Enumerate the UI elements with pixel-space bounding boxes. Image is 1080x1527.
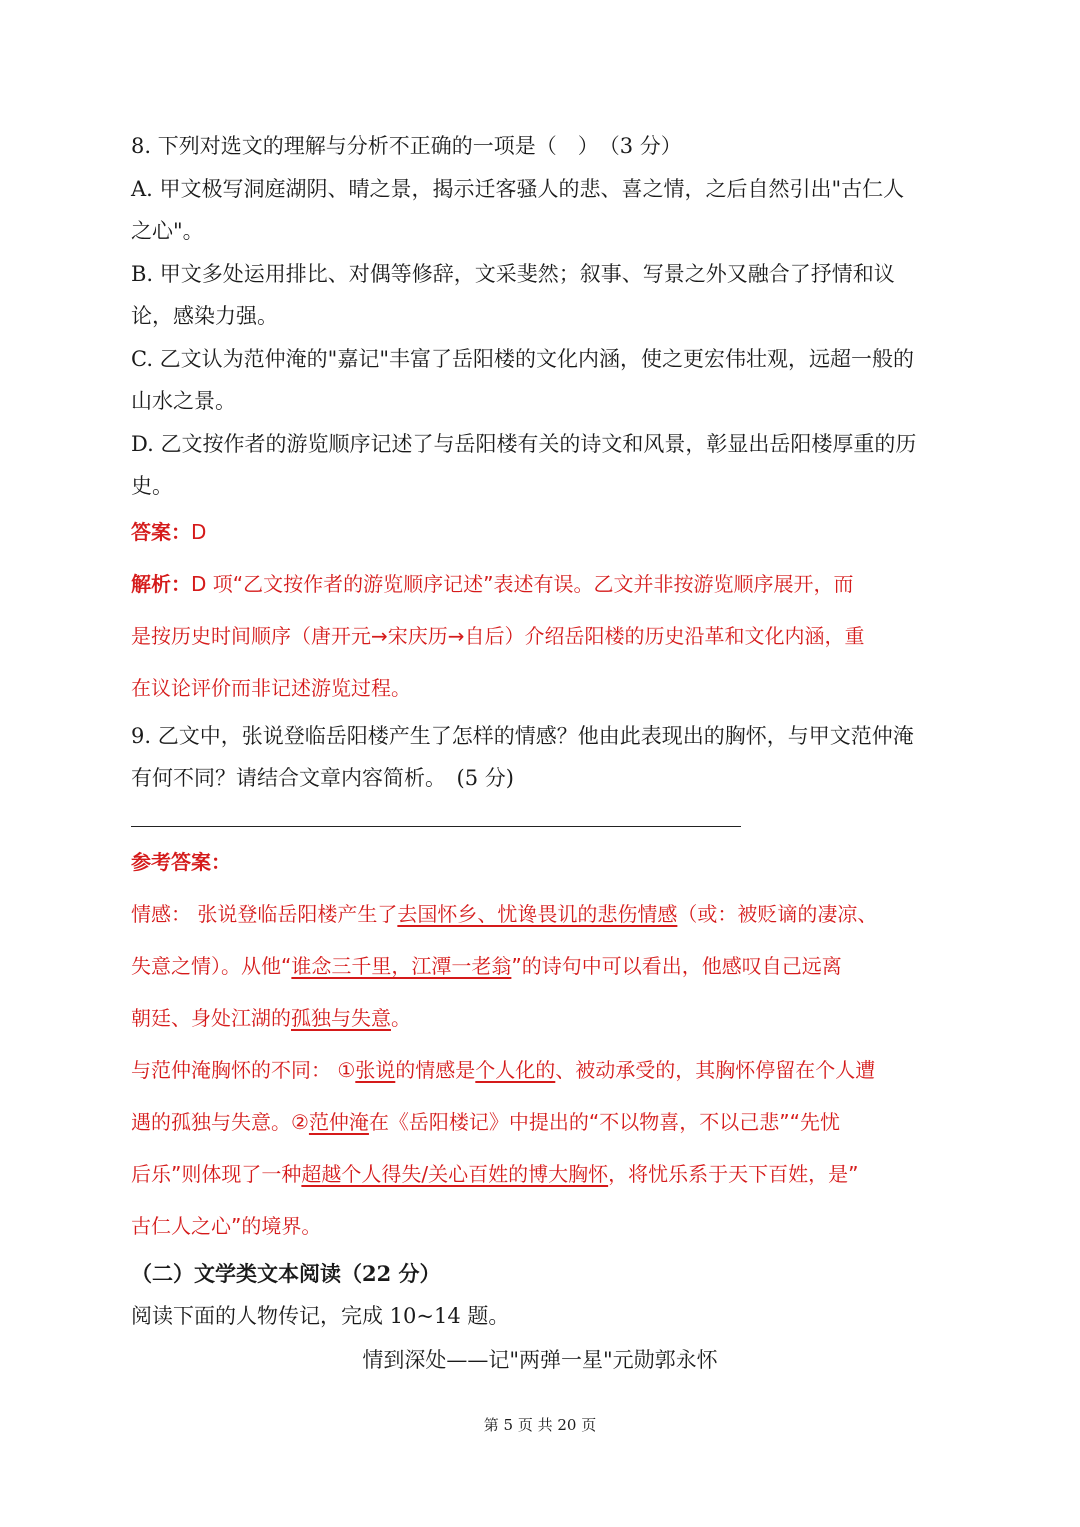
- underlined-text: 范仲淹: [308, 1110, 369, 1134]
- underlined-text: 个人化的: [475, 1058, 556, 1082]
- analysis-line-3: 在议论评价而非记述游览过程。: [131, 676, 411, 700]
- text: 与范仲淹胸怀的不同： ①: [131, 1058, 356, 1082]
- option-b-line-1: B. 甲文多处运用排比、对偶等修辞，文采斐然；叙事、写景之外又融合了抒情和议: [131, 262, 895, 286]
- underlined-text: 张说: [355, 1058, 396, 1082]
- analysis-text-1: D 项“乙文按作者的游览顺序记述”表述有误。乙文并非按游览顺序展开，而: [191, 572, 854, 596]
- difference-line-4: 古仁人之心”的境界。: [131, 1214, 322, 1238]
- text: ”的诗句中可以看出，他感叹自己远离: [511, 954, 842, 978]
- emotion-line-2: [131, 950, 842, 979]
- text: 的情感是: [395, 1058, 476, 1082]
- answer-blank-line: [131, 826, 741, 827]
- option-c-line-1: C. 乙文认为范仲淹的"嘉记"丰富了岳阳楼的文化内涵，使之更宏伟壮观，远超一般的: [131, 347, 914, 371]
- text: 遇的孤独与失意。②: [131, 1110, 309, 1134]
- underlined-text: 孤独与失意: [291, 1006, 391, 1030]
- question-8-stem: 8. 下列对选文的理解与分析不正确的一项是（ ） （3 分）: [131, 134, 682, 158]
- answer-label: 答案：: [131, 520, 191, 544]
- text: ，将忧乐系于天下百姓，是”: [608, 1162, 859, 1186]
- article-title: 情到深处——记"两弹一星"元勋郭永怀: [362, 1348, 718, 1372]
- option-c-line-2: 山水之景。: [131, 389, 236, 413]
- underlined-text: 超越个人得失/关心百姓的博大胸怀: [301, 1162, 609, 1186]
- text: 失意之情）。从他“: [131, 954, 292, 978]
- option-d-line-2: 史。: [131, 474, 173, 498]
- text: 在《岳阳楼记》中提出的“不以物喜，不以己悲”“先忧: [368, 1110, 841, 1134]
- reference-answer-label: 参考答案：: [131, 850, 231, 874]
- emotion-line-1: [131, 898, 877, 927]
- difference-line-1: [131, 1054, 875, 1083]
- answer-line: [131, 516, 206, 545]
- section-heading: （二）文学类文本阅读（22 分）: [131, 1261, 441, 1286]
- emotion-line-3: [131, 1002, 411, 1031]
- underlined-text: 去国怀乡、忧谗畏讥的悲伤情感: [397, 902, 678, 926]
- text: 朝廷、身处江湖的: [131, 1006, 291, 1030]
- section-intro: 阅读下面的人物传记，完成 10~14 题。: [131, 1304, 510, 1328]
- option-b-line-2: 论，感染力强。: [131, 304, 278, 328]
- option-d-line-1: D. 乙文按作者的游览顺序记述了与岳阳楼有关的诗文和风景，彰显出岳阳楼厚重的历: [131, 432, 917, 456]
- analysis-line-1: [131, 568, 853, 597]
- page-footer: 第 5 页 共 20 页: [483, 1416, 597, 1434]
- answer-value: D: [191, 520, 207, 544]
- text: 后乐”则体现了一种: [131, 1162, 302, 1186]
- option-a-line-1: A. 甲文极写洞庭湖阴、晴之景，揭示迁客骚人的悲、喜之情，之后自然引出"古仁人: [131, 177, 905, 201]
- question-9-stem-line-2: 有何不同？请结合文章内容简析。 (5 分): [131, 766, 514, 790]
- analysis-label: 解析：: [131, 572, 191, 596]
- analysis-line-2: 是按历史时间顺序（唐开元→宋庆历→自后）介绍岳阳楼的历史沿革和文化内涵，重: [131, 624, 865, 648]
- difference-line-3: [131, 1158, 859, 1187]
- question-9-stem-line-1: 9. 乙文中，张说登临岳阳楼产生了怎样的情感？他由此表现出的胸怀，与甲文范仲淹: [131, 724, 914, 748]
- underlined-text: 谁念三千里，江潭一老翁: [291, 954, 512, 978]
- option-a-line-2: 之心"。: [131, 219, 204, 243]
- text: 。: [391, 1006, 411, 1030]
- text: （或：被贬谪的凄凉、: [677, 902, 878, 926]
- text: 情感： 张说登临岳阳楼产生了: [131, 902, 398, 926]
- text: 、被动承受的，其胸怀停留在个人遭: [555, 1058, 876, 1082]
- difference-line-2: [131, 1106, 840, 1135]
